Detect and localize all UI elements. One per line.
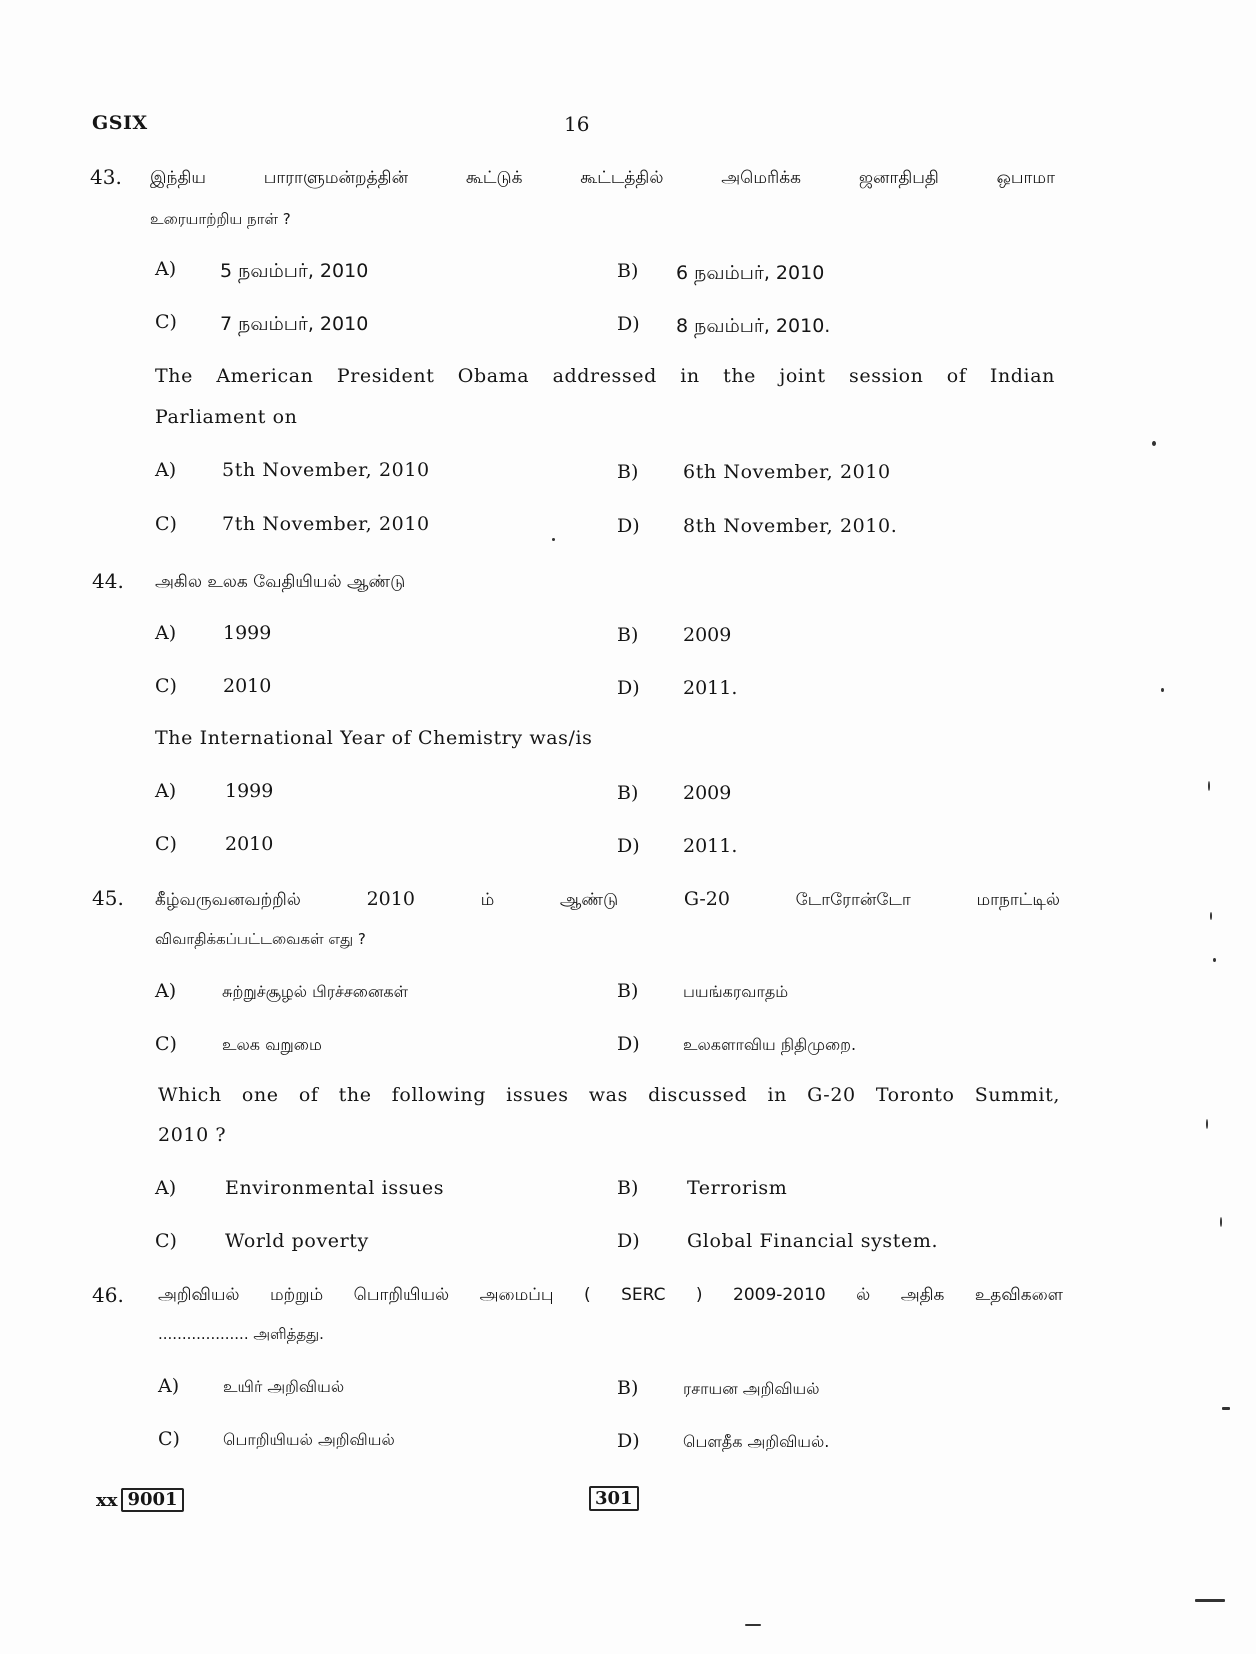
- option-label: B): [617, 461, 639, 483]
- scan-speck: [745, 1624, 761, 1626]
- option-text: 1999: [223, 622, 272, 644]
- option-text: 2009: [683, 624, 732, 646]
- option-text: உயிர் அறிவியல்: [223, 1377, 345, 1396]
- option-label: B): [617, 1177, 639, 1199]
- option-label: D): [617, 835, 640, 857]
- question-number: 45.: [92, 886, 124, 910]
- option-label: B): [617, 782, 639, 804]
- option-text: 8th November, 2010.: [683, 515, 898, 537]
- page-number: 16: [564, 112, 590, 136]
- scan-speck: [1206, 1119, 1208, 1129]
- option-label: A): [155, 1177, 177, 1199]
- option-label: A): [155, 780, 177, 802]
- option-label: C): [155, 675, 177, 697]
- word: கீழ்வருவனவற்றில்: [155, 890, 301, 910]
- word: கூட்டுக்: [465, 168, 523, 188]
- question-text-tamil-line2: ................... அளித்தது.: [158, 1325, 324, 1343]
- question-text-tamil: அகில உலக வேதியியல் ஆண்டு: [155, 572, 406, 592]
- option-label: A): [158, 1375, 180, 1397]
- word: கூட்டத்தில்: [580, 168, 664, 188]
- option-text: 2009: [683, 782, 732, 804]
- option-text: 1999: [225, 780, 274, 802]
- option-text: 2010: [223, 675, 272, 697]
- option-text: Terrorism: [687, 1177, 788, 1199]
- option-text: உலக வறுமை: [222, 1035, 322, 1054]
- footer-prefix: xx: [96, 1489, 118, 1511]
- question-text-english-line1: Which one of the following issues was discussed in G-20 Toronto Summit,: [158, 1084, 1060, 1106]
- question-number: 46.: [92, 1283, 124, 1307]
- option-text: 6 நவம்பர், 2010: [676, 262, 825, 284]
- word: ஒபாமா: [996, 168, 1055, 188]
- option-text: 6th November, 2010: [683, 461, 891, 483]
- question-text-tamil-line1: அறிவியல் மற்றும் பொறியியல் அமைப்பு ( SERC ) 2009-2010 ல் அதிக உதவிகளை: [158, 1285, 1063, 1305]
- option-text: 2010: [225, 833, 274, 855]
- word: பாராளுமன்றத்தின்: [263, 168, 409, 188]
- option-label: C): [155, 833, 177, 855]
- footer-series: [96, 1488, 184, 1512]
- word: 2010: [366, 888, 415, 910]
- option-label: D): [617, 1033, 640, 1055]
- option-label: B): [617, 1377, 639, 1399]
- option-text: Global Financial system.: [687, 1230, 939, 1252]
- scan-speck: [1152, 441, 1156, 446]
- question-text-english: The International Year of Chemistry was/is: [155, 727, 593, 749]
- word: மாநாட்டில்: [976, 890, 1060, 910]
- sheet-number-box: 301: [589, 1486, 639, 1511]
- option-text: பொறியியல் அறிவியல்: [223, 1430, 395, 1449]
- option-label: C): [155, 513, 177, 535]
- option-label: B): [617, 260, 639, 282]
- option-text: பௌதீக அறிவியல்.: [683, 1432, 830, 1451]
- scan-speck: [1222, 1407, 1230, 1410]
- option-text: Environmental issues: [225, 1177, 445, 1199]
- option-text: பயங்கரவாதம்: [683, 982, 789, 1001]
- question-text-english-line1: The American President Obama addressed in the joint session of Indian: [155, 365, 1055, 387]
- word: டோரோன்டோ: [795, 890, 911, 910]
- paper-code: GSIX: [92, 112, 148, 134]
- question-number: 43.: [90, 165, 122, 189]
- option-text: 7 நவம்பர், 2010: [220, 313, 369, 335]
- option-label: A): [155, 459, 177, 481]
- option-label: D): [617, 1230, 640, 1252]
- option-text: 5th November, 2010: [222, 459, 430, 481]
- option-text: 5 நவம்பர், 2010: [220, 260, 369, 282]
- option-text: 2011.: [683, 835, 738, 857]
- word: இந்திய: [150, 168, 206, 188]
- option-label: D): [617, 313, 640, 335]
- option-label: D): [617, 1430, 640, 1452]
- option-label: D): [617, 677, 640, 699]
- scan-speck: [1195, 1599, 1225, 1602]
- question-number: 44.: [92, 569, 124, 593]
- question-text-tamil-line2: விவாதிக்கப்பட்டவைகள் எது ?: [155, 930, 366, 948]
- option-text: 7th November, 2010: [222, 513, 430, 535]
- word: ஜனாதிபதி: [858, 168, 939, 188]
- footer-sheet: [589, 1488, 639, 1509]
- option-label: C): [155, 1033, 177, 1055]
- option-text: 8 நவம்பர், 2010.: [676, 315, 831, 337]
- question-text-tamil-line1: [150, 168, 1055, 190]
- scan-speck: [1220, 1217, 1222, 1227]
- word: அமெரிக்க: [721, 168, 802, 188]
- option-label: A): [155, 622, 177, 644]
- scan-speck: [1213, 958, 1216, 962]
- option-text: ரசாயன அறிவியல்: [683, 1379, 820, 1398]
- option-text: World poverty: [225, 1230, 369, 1252]
- scan-speck: [552, 538, 555, 541]
- option-label: D): [617, 515, 640, 537]
- option-text: உலகளாவிய நிதிமுறை.: [683, 1035, 857, 1054]
- option-label: C): [158, 1428, 180, 1450]
- option-label: B): [617, 624, 639, 646]
- option-label: B): [617, 980, 639, 1002]
- question-text-english-line2: Parliament on: [155, 406, 298, 428]
- scan-speck: [1161, 688, 1164, 692]
- option-text: 2011.: [683, 677, 738, 699]
- option-text: சுற்றுச்சூழல் பிரச்சனைகள்: [222, 982, 409, 1001]
- scan-speck: [1208, 781, 1210, 791]
- scan-speck: [1210, 912, 1212, 920]
- question-text-english-line2: 2010 ?: [158, 1124, 227, 1146]
- option-label: A): [155, 258, 177, 280]
- option-label: C): [155, 1230, 177, 1252]
- series-code-box: 9001: [121, 1488, 183, 1512]
- word: ம்: [480, 890, 495, 910]
- question-text-tamil-line2: உரையாற்றிய நாள் ?: [150, 210, 291, 228]
- question-text-tamil-line1: [155, 888, 1060, 912]
- word: G-20: [683, 888, 730, 910]
- word: ஆண்டு: [559, 890, 619, 910]
- option-label: A): [155, 980, 177, 1002]
- option-label: C): [155, 311, 177, 333]
